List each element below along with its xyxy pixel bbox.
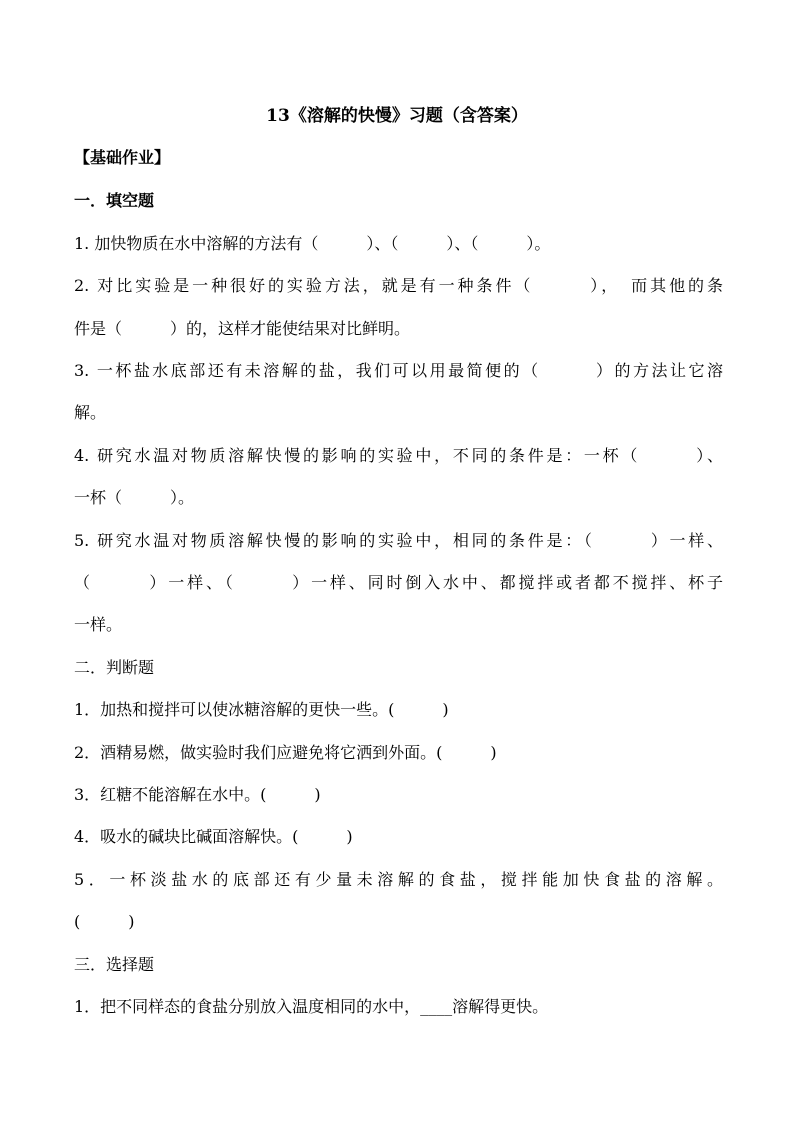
fill-blank-q2-line2: 件是（ ）的，这样才能使结果对比鲜明。 <box>74 319 411 338</box>
true-false-q5-line2: ( ) <box>74 912 135 931</box>
fill-blank-q4-line1: 4. 研究水温对物质溶解快慢的影响的实验中，不同的条件是：一杯（ ）、 <box>74 446 723 465</box>
fill-blank-q2-line1: 2. 对比实验是一种很好的实验方法，就是有一种条件（ ）， 而其他的条 <box>74 276 723 295</box>
section-header: 【基础作业】 <box>74 148 171 167</box>
fill-blank-q3-line2: 解。 <box>74 403 107 422</box>
true-false-q1: 1．加热和搅拌可以使冰糖溶解的更快一些。( ) <box>74 700 449 719</box>
true-false-heading: 二．判断题 <box>74 658 155 677</box>
fill-blank-q1: 1. 加快物质在水中溶解的方法有（ ）、（ ）、（ ）。 <box>74 234 551 253</box>
choice-q1: 1．把不同样态的食盐分别放入温度相同的水中，____溶解得更快。 <box>74 997 549 1016</box>
fill-blank-q3-line1: 3. 一杯盐水底部还有未溶解的盐，我们可以用最简便的（ ）的方法让它溶 <box>74 361 723 380</box>
fill-blank-q5-line1: 5. 研究水温对物质溶解快慢的影响的实验中，相同的条件是：（ ）一样、 <box>74 531 723 550</box>
fill-blank-q4-line2: 一杯（ ）。 <box>74 488 195 507</box>
true-false-q2: 2．酒精易燃，做实验时我们应避免将它洒到外面。( ) <box>74 743 497 762</box>
fill-blank-heading: 一．填空题 <box>74 191 155 210</box>
choice-heading: 三．选择题 <box>74 955 155 974</box>
document-title: 13《溶解的快慢》习题（含答案） <box>266 106 528 126</box>
true-false-q4: 4．吸水的碱块比碱面溶解快。( ) <box>74 827 353 846</box>
fill-blank-q5-line2: （ ）一样、（ ）一样、同时倒入水中、都搅拌或者都不搅拌、杯子 <box>74 573 723 592</box>
true-false-q3: 3．红糖不能溶解在水中。( ) <box>74 785 321 804</box>
true-false-q5-line1: 5．一杯淡盐水的底部还有少量未溶解的食盐，搅拌能加快食盐的溶解。 <box>74 870 723 889</box>
fill-blank-q5-line3: 一样。 <box>74 615 123 634</box>
